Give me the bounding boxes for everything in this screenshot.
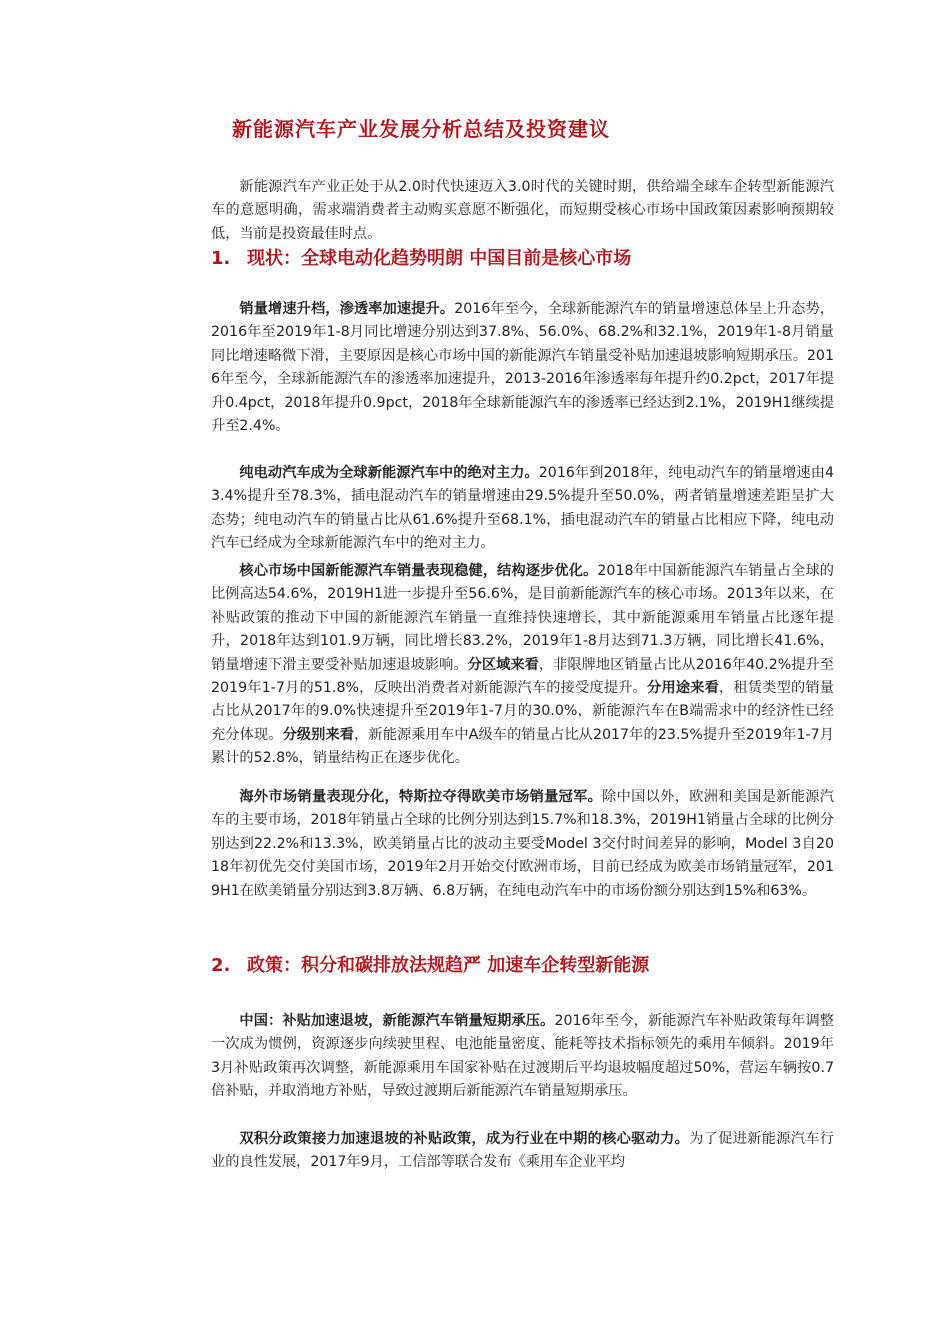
paragraph-lead: 双积分政策接力加速退坡的补贴政策，成为行业在中期的核心驱动力。 <box>239 1131 690 1147</box>
section-1-paragraph-3 <box>211 560 834 771</box>
intro-text: 新能源汽车产业正处于从2.0时代快速迈入3.0时代的关键时期，供给端全球车企转型新能源汽车的意愿明确，需求端消费者主动购买意愿不断强化，而短期受核心市场中国政策因素影响预期较低，当前是投资最佳时点。 <box>211 179 834 242</box>
section-1-heading <box>211 245 851 273</box>
section-1-paragraph-2 <box>211 462 834 556</box>
paragraph-text: 为了促进新能源汽车行业的良性发展，2017年9月，工信部等联合发布《乘用车企业平均 <box>211 1131 834 1171</box>
section-2-title: 政策：积分和碳排放法规趋严 加速车企转型新能源 <box>247 955 650 976</box>
paragraph-lead: 中国：补贴加速退坡，新能源汽车销量短期承压。 <box>239 1013 555 1029</box>
paragraph-lead: 纯电动汽车成为全球新能源汽车中的绝对主力。 <box>239 465 539 481</box>
paragraph-text: 2018年中国新能源汽车销量占全球的比例高达54.6%，2019H1进一步提升至56.6%，是目前新能源汽车的核心市场。2013年以来，在补贴政策的推动下中国的新能源汽车销量一直维持快速增长，其中新能源乘用车销量占比逐年提升，2018年达到101.9万辆，同比增长83.2%，2019年1-8月达到71.3万辆，同比增长41.6%，销量增速下滑主要受补贴加速退坡影响。 <box>211 563 834 673</box>
paragraph-text: 2016年至今，全球新能源汽车的销量增速总体呈上升态势，2016年至2019年1-8月同比增速分别达到37.8%、56.0%、68.2%和32.1%，2019年1-8月销量同比增速略微下滑，主要原因是核心市场中国的新能源汽车销量受补贴加速退坡影响短期承压。2016年至今，全球新能源汽车的渗透率加速提升，2013-2016年渗透率每年提升约0.2pct，2017年提升0.4pct，2018年提升0.9pct，2018年全球新能源汽车的渗透率已经达到2.1%，2019H1继续提升至2.4%。 <box>211 301 834 435</box>
paragraph-text: ，租赁类型的销量占比从2017年的9.0%快速提升至2019年1-7月的30.0%，新能源汽车在B端需求中的经济性已经充分体现。 <box>211 680 834 743</box>
paragraph-inline-lead: 分区域来看 <box>467 656 539 673</box>
section-2-paragraph-2 <box>211 1128 834 1175</box>
intro-paragraph <box>211 176 834 246</box>
section-2-number: 2. <box>211 955 231 976</box>
section-1-paragraph-1 <box>211 298 834 438</box>
paragraph-text: ，非限牌地区销量占比从2016年40.2%提升至2019年1-7月的51.8%，反映出消费者对新能源汽车的接受度提升。 <box>211 656 834 697</box>
section-2-paragraph-1 <box>211 1010 834 1104</box>
section-2-heading <box>211 952 851 980</box>
section-1-title: 现状：全球电动化趋势明朗 中国目前是核心市场 <box>247 248 632 269</box>
paragraph-inline-lead: 分用途来看 <box>647 680 720 697</box>
paragraph-text: 除中国以外，欧洲和美国是新能源汽车的主要市场，2018年销量占全球的比例分别达到15.7%和18.3%，2019H1销量占全球的比例分别达到22.2%和13.3%，欧美销量占比的波动主要受Model 3交付时间差异的影响，Model 3自2018年初优先交付美国市场，2019年2月开始交付欧洲市场，目前已经成为欧美市场销量冠军，2019H1在欧美销量分别达到3.8万辆、6.8万辆，在纯电动汽车中的市场份额分别达到15%和63%。 <box>211 789 834 899</box>
section-1-paragraph-4 <box>211 786 834 903</box>
paragraph-lead: 销量增速升档，渗透率加速提升。 <box>239 301 455 317</box>
document-title: 新能源汽车产业发展分析总结及投资建议 <box>232 117 610 141</box>
paragraph-text: 2016年至今，新能源汽车补贴政策每年调整一次成为惯例，资源逐步向续驶里程、电池能量密度、能耗等技术指标领先的乘用车倾斜。2019年3月补贴政策再次调整，新能源乘用车国家补贴在过渡期后平均退坡幅度超过50%，营运车辆按0.7倍补贴，并取消地方补贴，导致过渡期后新能源汽车销量短期承压。 <box>211 1013 834 1100</box>
paragraph-lead: 海外市场销量表现分化，特斯拉夺得欧美市场销量冠军。 <box>239 789 603 805</box>
paragraph-text: 2016年到2018年，纯电动汽车的销量增速由43.4%提升至78.3%，插电混动汽车的销量增速由29.5%提升至50.0%，两者销量增速差距呈扩大态势；纯电动汽车的销量占比从61.6%提升至68.1%，插电混动汽车的销量占比相应下降，纯电动汽车已经成为全球新能源汽车中的绝对主力。 <box>211 465 834 552</box>
paragraph-text: ，新能源乘用车中A级车的销量占比从2017年的23.5%提升至2019年1-7月累计的52.8%，销量结构正在逐步优化。 <box>211 726 834 767</box>
paragraph-lead: 核心市场中国新能源汽车销量表现稳健，结构逐步优化。 <box>239 563 598 579</box>
paragraph-inline-lead: 分级别来看 <box>282 726 355 743</box>
section-1-number: 1. <box>211 248 231 269</box>
